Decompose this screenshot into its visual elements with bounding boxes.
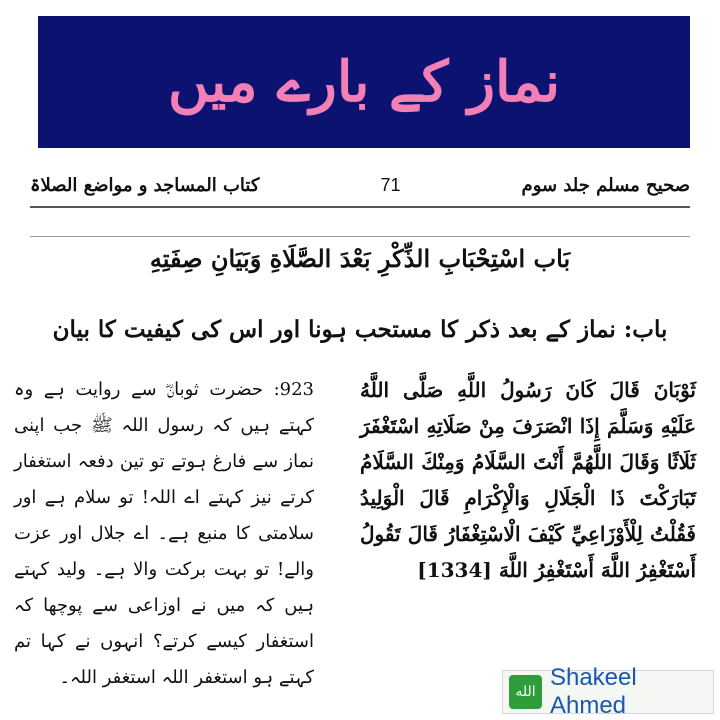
header-divider-thin	[30, 236, 690, 237]
author-name: Shakeel Ahmed	[549, 664, 637, 719]
title-banner	[38, 16, 690, 148]
page-number: 71	[380, 174, 401, 195]
urdu-chapter-title: باب: نماز کے بعد ذکر کا مستحب ہونا اور اس کی کیفیت کا بیان	[52, 316, 668, 343]
arabic-hadith-text: ثَوْبَانَ قَالَ كَانَ رَسُولُ اللَّهِ صَلَّى اللَّهُ عَلَيْهِ وَسَلَّمَ إِذَا انْصَرَفَ مِنْ صَلَاتِهِ اسْتَغْفَرَ ثَلَاثًا وَقَالَ اللَّهُمَّ أَنْتَ السَّلَامُ وَمِنْكَ السَّلَامُ تَبَارَكْتَ ذَا الْجَلَالِ وَالْإِكْرَامِ قَالَ الْوَلِيدُ فَقُلْتُ لِلْأَوْزَاعِيِّ كَيْفَ الْاسْتِغْفَارُ قَالَ تَقُولُ أَسْتَغْفِرُ اللَّهَ أَسْتَغْفِرُ اللَّهَ [1334]	[360, 378, 696, 582]
urdu-translation-text: 923: حضرت ثوبانؓ سے روایت ہے وہ کہتے ہیں کہ رسول اللہ ﷺ جب اپنی نماز سے فارغ ہوتے تو تین دفعہ استغفار کرتے نیز کہتے اے اللہ! تو سلام ہے اور سلامتی کا منبع ہے۔ اے جلال اور عزت والے! تو بہت برکت والا ہے۔ ولید کہتے ہیں کہ میں نے اوزاعی سے پوچھا کہ استغفار کیسے کرتے؟ انہوں نے کہا تم کہتے ہو استغفر اللہ استغفر اللہ۔	[14, 379, 314, 688]
arabic-chapter-title: بَاب اسْتِحْبَابِ الذِّكْرِ بَعْدَ الصَّلَاةِ وَبَيَانِ صِفَتِهِ	[149, 244, 571, 273]
author-watermark	[502, 664, 714, 719]
page-header	[30, 170, 690, 200]
header-divider	[30, 206, 690, 208]
banner-title: نماز کے بارے میں	[167, 49, 561, 115]
book-volume: صحیح مسلم جلد سوم	[521, 174, 690, 196]
allah-logo-icon: الله	[509, 675, 542, 709]
chapter-book: کتاب المساجد و مواضع الصلاۃ	[30, 174, 260, 196]
